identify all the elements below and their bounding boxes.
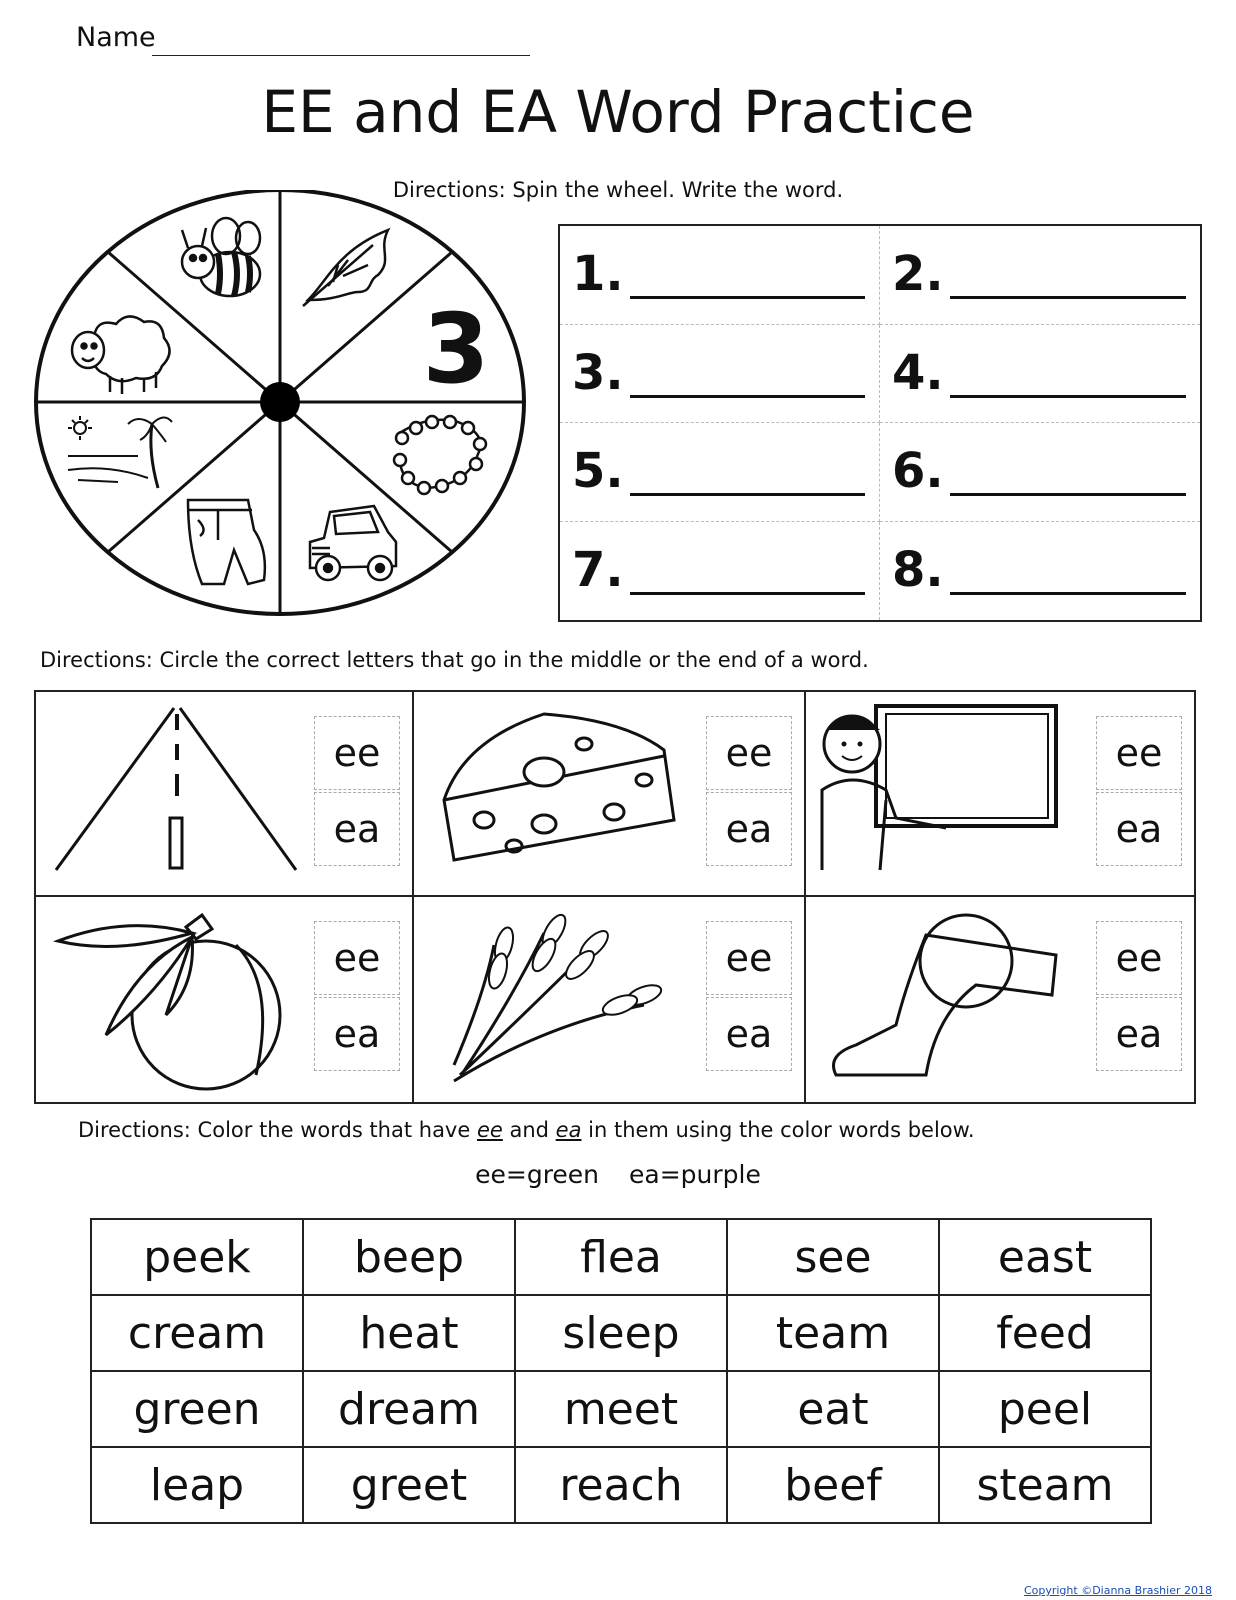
answer-number: 4. — [892, 344, 944, 401]
wheat-icon — [424, 905, 684, 1095]
picture-cell-teacher — [806, 692, 1194, 897]
table-row — [91, 1219, 1151, 1295]
picture-cell-knee — [806, 897, 1194, 1102]
answer-line[interactable] — [950, 592, 1186, 595]
answer-number: 1. — [572, 246, 624, 302]
directions-and: and — [502, 1118, 556, 1142]
answer-line[interactable] — [630, 493, 865, 496]
choice-ea[interactable]: ea — [706, 792, 792, 866]
word-cell[interactable]: east — [939, 1219, 1151, 1295]
answer-cell[interactable] — [880, 423, 1200, 522]
color-legend — [0, 1160, 1236, 1189]
name-label: Name — [76, 22, 156, 53]
answer-line[interactable] — [950, 395, 1186, 398]
directions-circle: Directions: Circle the correct letters that go in the middle or the end of a word. — [40, 648, 869, 672]
word-cell[interactable]: see — [727, 1219, 939, 1295]
choice-ee[interactable]: ee — [706, 921, 792, 995]
word-cell[interactable]: meet — [515, 1371, 727, 1447]
word-cell[interactable]: sleep — [515, 1295, 727, 1371]
choice-ea[interactable]: ea — [1096, 792, 1182, 866]
word-cell[interactable]: peek — [91, 1219, 303, 1295]
name-line[interactable] — [152, 55, 530, 56]
answer-cell[interactable] — [880, 325, 1200, 424]
answer-line[interactable] — [630, 592, 865, 595]
answer-cell[interactable] — [560, 423, 880, 522]
table-row — [91, 1447, 1151, 1523]
teacher-icon — [816, 700, 1076, 880]
choice-ee[interactable]: ee — [1096, 716, 1182, 790]
picture-cell-peach — [36, 897, 414, 1102]
answer-cell[interactable] — [880, 226, 1200, 325]
answer-number: 7. — [572, 541, 624, 598]
word-cell[interactable]: beep — [303, 1219, 515, 1295]
word-cell[interactable]: dream — [303, 1371, 515, 1447]
directions-ee: ee — [476, 1118, 503, 1142]
choice-ee[interactable]: ee — [1096, 921, 1182, 995]
directions-suffix: in them using the color words below. — [581, 1118, 975, 1142]
answer-line[interactable] — [630, 395, 865, 398]
word-cell[interactable]: greet — [303, 1447, 515, 1523]
picture-cell-wheat — [414, 897, 806, 1102]
table-row — [91, 1371, 1151, 1447]
choice-ea[interactable]: ea — [1096, 997, 1182, 1071]
answer-cell[interactable] — [560, 226, 880, 325]
choice-ee[interactable]: ee — [706, 716, 792, 790]
word-cell[interactable]: peel — [939, 1371, 1151, 1447]
word-cell[interactable]: feed — [939, 1295, 1151, 1371]
answer-cell[interactable] — [560, 325, 880, 424]
choice-ea[interactable]: ea — [314, 997, 400, 1071]
answer-cell[interactable] — [880, 522, 1200, 621]
picture-cell-road — [36, 692, 414, 897]
knee-icon — [816, 905, 1076, 1095]
word-cell[interactable]: steam — [939, 1447, 1151, 1523]
word-cell[interactable]: heat — [303, 1295, 515, 1371]
choice-ee[interactable]: ee — [314, 921, 400, 995]
choice-ee[interactable]: ee — [314, 716, 400, 790]
answer-line[interactable] — [950, 493, 1186, 496]
answer-line[interactable] — [630, 296, 865, 299]
word-cell[interactable]: cream — [91, 1295, 303, 1371]
peach-icon — [46, 905, 306, 1095]
word-cell[interactable]: green — [91, 1371, 303, 1447]
answer-number: 6. — [892, 443, 944, 499]
word-cell[interactable]: eat — [727, 1371, 939, 1447]
word-cell[interactable]: team — [727, 1295, 939, 1371]
answer-number: 2. — [892, 246, 944, 302]
picture-grid — [34, 690, 1196, 1104]
directions-spin: Directions: Spin the wheel. Write the word. — [392, 178, 844, 202]
word-cell[interactable]: flea — [515, 1219, 727, 1295]
word-cell[interactable]: beef — [727, 1447, 939, 1523]
answer-number: 5. — [572, 443, 624, 499]
directions-prefix: Directions: Color the words that have — [78, 1118, 477, 1142]
directions-color — [78, 1118, 975, 1142]
word-table — [90, 1218, 1152, 1524]
answer-number: 3. — [572, 344, 624, 401]
answer-number: 8. — [892, 541, 944, 598]
directions-ea: ea — [555, 1118, 582, 1142]
word-cell[interactable]: reach — [515, 1447, 727, 1523]
wheel-number-3: 3 — [422, 293, 490, 405]
answer-cell[interactable] — [560, 522, 880, 621]
word-cell[interactable]: leap — [91, 1447, 303, 1523]
spinner-wheel[interactable] — [28, 190, 540, 622]
cheese-icon — [424, 700, 684, 880]
choice-ea[interactable]: ea — [314, 792, 400, 866]
legend-ee: ee=green — [475, 1160, 600, 1189]
choice-ea[interactable]: ea — [706, 997, 792, 1071]
answer-line[interactable] — [950, 296, 1186, 299]
table-row — [91, 1295, 1151, 1371]
legend-ea: ea=purple — [629, 1160, 761, 1189]
page-title: EE and EA Word Practice — [261, 78, 975, 146]
answer-grid — [558, 224, 1202, 622]
copyright-link[interactable]: Copyright ©Dianna Brashier 2018 — [1023, 1584, 1212, 1597]
road-icon — [46, 700, 306, 880]
picture-cell-cheese — [414, 692, 806, 897]
